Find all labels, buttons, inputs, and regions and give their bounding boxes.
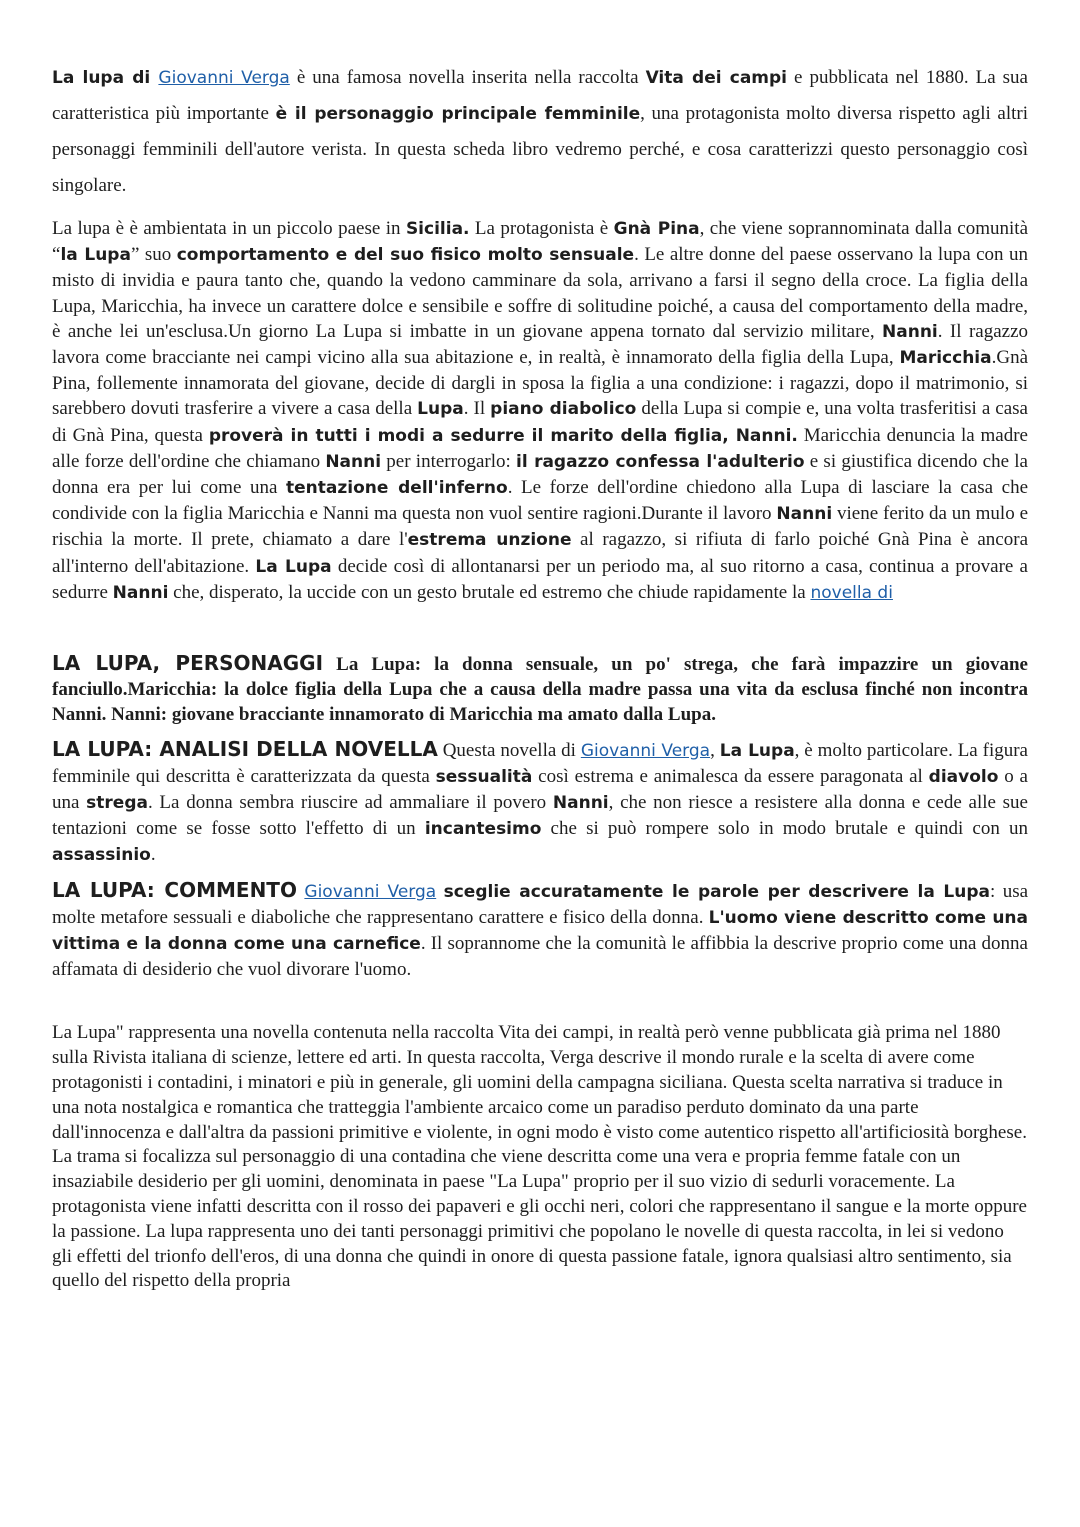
- section-analisi: LA LUPA: ANALISI DELLA NOVELLA Questa novella di Giovanni Verga, La Lupa, è molto particolare. La figura femminile qui descritta è caratterizzata da questa sessualità così estrema e animalesca da essere paragonata al diavolo o a una strega. La donna sembra riuscire ad ammaliare il povero Nanni, che non riesce a resistere alla donna e cede alle sue tentazioni come se fosse sotto l'effetto di un incantesimo che si può rompere solo in modo brutale e quindi con un assassinio.: [52, 736, 1028, 866]
- section-heading: LA LUPA: ANALISI DELLA NOVELLA: [52, 736, 438, 761]
- intro-paragraph: La lupa di Giovanni Verga è una famosa novella inserita nella raccolta Vita dei campi e pubblicata nel 1880. La sua caratteristica più importante è il personaggio principale femminile, una protagonista molto diversa rispetto agli altri personaggi femminili dell'autore verista. In questa scheda libro vedremo perché, e cosa caratterizzi questo personaggio così singolare.: [52, 67, 1029, 196]
- section-heading: LA LUPA, PERSONAGGI: [52, 651, 324, 676]
- section-heading: LA LUPA: COMMENTO: [52, 877, 297, 902]
- author-link[interactable]: Giovanni Verga: [304, 881, 437, 902]
- collection-title: Vita dei campi: [645, 68, 787, 88]
- intro-lead: La lupa di: [52, 68, 159, 88]
- author-link[interactable]: Giovanni Verga: [580, 740, 711, 761]
- author-link[interactable]: Giovanni Verga: [158, 68, 290, 88]
- author-link[interactable]: novella di: [810, 582, 893, 603]
- document-page: [52, 60, 1028, 1294]
- section-commento: LA LUPA: COMMENTO Giovanni Verga sceglie accuratamente le parole per descrivere la Lupa: usa molte metafore sessuali e diaboliche che rappresentano carattere e fisico della donna. L'uomo viene descritto come una vittima e la donna come una carnefice. Il soprannome che la comunità le affibbia la descrive proprio come una donna affamata di desiderio che vuol divorare l'uomo.: [52, 877, 1029, 981]
- section-personaggi: LA LUPA, PERSONAGGI La Lupa: la donna sensuale, un po' strega, che farà impazzire un giovane fanciullo.Maricchia: la dolce figlia della Lupa che a causa della madre passa una vita da esclusa finché non incontra Nanni. Nanni: giovane bracciante innamorato di Maricchia ma amato dalla Lupa.: [52, 651, 1028, 726]
- closing-paragraph: La Lupa" rappresenta una novella contenuta nella raccolta Vita dei campi, in realtà però venne pubblicata già prima nel 1880 sulla Rivista italiana di scienze, lettere ed arti. In questa raccolta, Verga descrive il mondo rurale e la scelta di avere come protagonisti i contadini, i minatori e più in generale, gli uomini della campagna siciliana. Questa scelta narrativa si traduce in una nota nostalgica e romantica che tratteggia l'ambiente arcaico come un paradiso perduto dominato da una parte dall'innocenza e dall'altra da passioni primitive e violente, in ogni modo è visto come autentico rispetto all'artificiosità borghese. La trama si focalizza sul personaggio di una contadina che viene descritta come una vera e propria femme fatale con un insaziabile desiderio per gli uomini, denominata in paese "La Lupa" proprio per il suo vizio di sedurli voracemente. La protagonista viene infatti descritta con il rosso dei papaveri e gli occhi neri, colori che rappresentano il sangue e la morte oppure la passione. La lupa rappresenta uno dei tanti personaggi primitivi che popolano le novelle di questa raccolta, in lei si vedono gli effetti del trionfo dell'eros, di una donna che quindi in onore di questa passione fatale, ignora qualsiasi altro sentimento, sia quello del rispetto della propria: [52, 1022, 1027, 1292]
- plot-paragraph: La lupa è è ambientata in un piccolo paese in Sicilia. La protagonista è Gnà Pina, che viene soprannominata dalla comunità “la Lupa” suo comportamento e del suo fisico molto sensuale. Le altre donne del paese osservano la lupa con un misto di invidia e paura tanto che, quando la vedono camminare da sola, arrivano a farsi il segno della croce. La figlia della Lupa, Maricchia, ha invece un carattere dolce e sensibile e soffre di solitudine poiché, a causa del comportamento della madre, è anche lei un'esclusa.Un giorno La Lupa si imbatte in un giovane appena tornato dal servizio militare, Nanni. Il ragazzo lavora come bracciante nei campi vicino alla sua abitazione e, in realtà, è innamorato della figlia della Lupa, Maricchia.Gnà Pina, follemente innamorata del giovane, decide di dargli in sposa la figlia a una condizione: i ragazzi, dopo il matrimonio, si sarebbero dovuti trasferire a vivere a casa della Lupa. Il piano diabolico della Lupa si compie e, una volta trasferitisi a casa di Gnà Pina, questa proverà in tutti i modi a sedurre il marito della figlia, Nanni. Maricchia denuncia la madre alle forze dell'ordine che chiamano Nanni per interrogarlo: il ragazzo confessa l'adulterio e si giustifica dicendo che la donna era per lui come una tentazione dell'inferno. Le forze dell'ordine chiedono alla Lupa di lasciare la casa che condivide con la figlia Maricchia e Nanni ma questa non vuol sentire ragioni.Durante il lavoro Nanni viene ferito da un mulo e rischia la morte. Il prete, chiamato a dare l'estrema unzione al ragazzo, si rifiuta di farlo poiché Gnà Pina è ancora all'interno dell'abitazione. La Lupa decide così di allontanarsi per un periodo ma, al suo ritorno a casa, continua a provare a sedurre Nanni che, disperato, la uccide con un gesto brutale ed estremo che chiude rapidamente la novella di: [52, 218, 1029, 603]
